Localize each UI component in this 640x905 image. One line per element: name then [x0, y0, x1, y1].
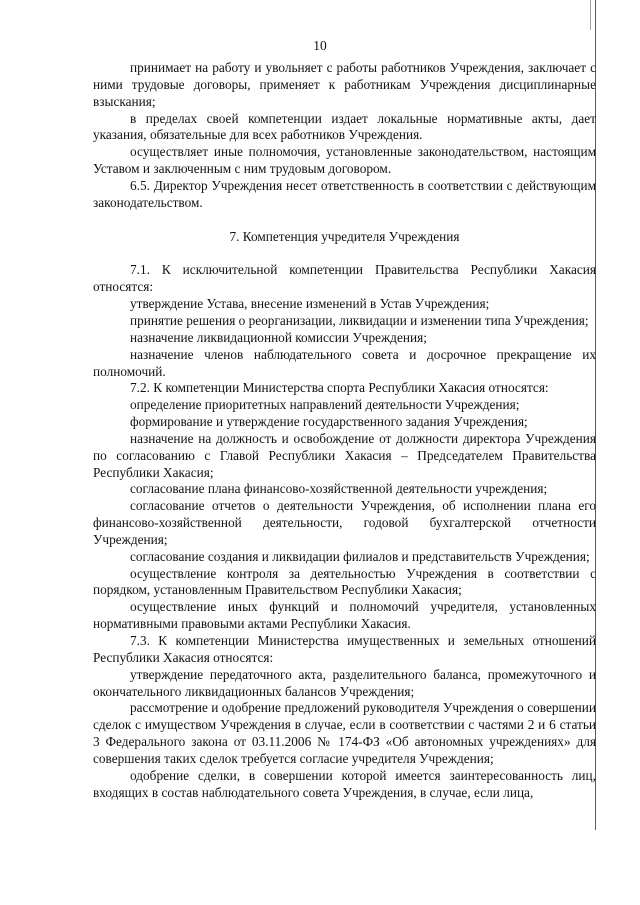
paragraph: 6.5. Директор Учреждения несет ответственность в соответствии с действующим законодательством. [93, 177, 596, 210]
paragraph: принятие решения о реорганизации, ликвидации и изменении типа Учреждения; [130, 312, 589, 328]
paragraph: 7.1. К исключительной компетенции Правительства Республики Хакасия относятся: [93, 262, 596, 295]
paragraph: рассмотрение и одобрение предложений руководителя Учреждения о совершении сделок с имуществом Учреждения в случае, если в соответствии с частями 2 и 6 статьи 3 Федерального закона от 03.11.2006 № 174-ФЗ «Об автономных учреждениях» для совершения таких сделок требуется согласие учредителя Учреждения; [93, 700, 596, 766]
paragraph: назначение ликвидационной комиссии Учреждения; [130, 329, 427, 345]
paragraph: согласование плана финансово-хозяйственной деятельности учреждения; [130, 481, 548, 497]
paragraph: осуществляет иные полномочия, установленные законодательством, настоящим Уставом и заключенным с ним трудовым договором. [93, 144, 596, 177]
paragraph: согласование создания и ликвидации филиалов и представительств Учреждения; [130, 548, 590, 564]
paragraph: утверждение Устава, внесение изменений в Устав Учреждения; [130, 296, 490, 312]
paragraph: определение приоритетных направлений деятельности Учреждения; [130, 397, 520, 413]
paragraph: одобрение сделки, в совершении которой имеется заинтересованность лиц, входящих в состав наблюдательного совета Учреждения, в случае, если лица, [93, 767, 596, 800]
paragraph: формирование и утверждение государственного задания Учреждения; [130, 414, 528, 430]
paragraph: назначение на должность и освобождение от должности директора Учреждения по согласованию с Главой Республики Хакасия – Председателем Правительства Республики Хакасия; [93, 430, 596, 480]
paragraph: 7.3. К компетенции Министерства имущественных и земельных отношений Республики Хакасия относятся: [93, 633, 596, 665]
paragraph: 7.2. К компетенции Министерства спорта Республики Хакасия относятся: [130, 380, 549, 396]
paragraph: принимает на работу и увольняет с работы работников Учреждения, заключает с ними трудовые договоры, применяет к работникам Учреждения дисциплинарные взыскания; [93, 60, 596, 109]
page-number: 10 [313, 38, 327, 53]
paragraph: осуществление иных функций и полномочий учредителя, установленных нормативными правовыми актами Республики Хакасия. [93, 599, 596, 632]
section-heading: 7. Компетенция учредителя Учреждения [229, 228, 460, 244]
scan-edge-line-top [590, 0, 591, 30]
document-body [93, 60, 596, 801]
paragraph: назначение членов наблюдательного совета и досрочное прекращение их полномочий. [93, 346, 596, 379]
paragraph: осуществление контроля за деятельностью Учреждения в соответствии с порядком, установленным Правительством Республики Хакасия; [93, 565, 596, 598]
paragraph: согласование отчетов о деятельности Учреждения, об исполнении плана его финансово-хозяйственной деятельности, годовой бухгалтерской отчетности Учреждения; [93, 498, 596, 547]
paragraph: в пределах своей компетенции издает локальные нормативные акты, дает указания, обязательные для всех работников Учреждения. [93, 110, 596, 143]
paragraph: утверждение передаточного акта, разделительного баланса, промежуточного и окончательного ликвидационных балансов Учреждения; [93, 666, 596, 699]
